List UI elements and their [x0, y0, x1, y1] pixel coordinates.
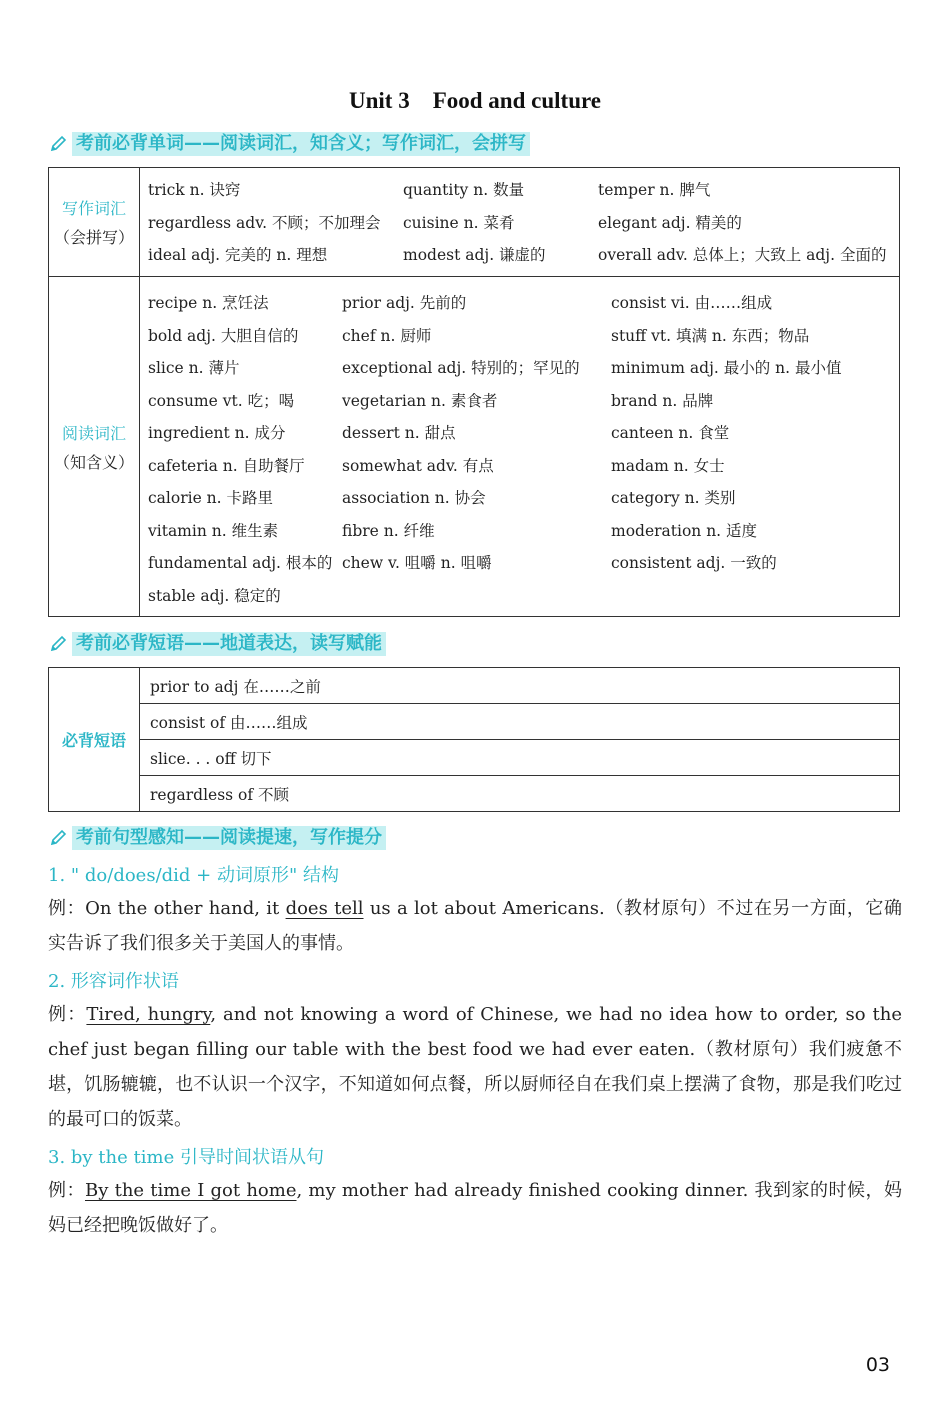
vocab-item: ideal adj. 完美的 n. 理想: [148, 246, 328, 264]
vocab-table: [48, 167, 900, 617]
phrase-list: [140, 668, 899, 811]
vocab-item: vitamin n. 维生素: [148, 521, 279, 540]
vocab-item: vegetarian n. 素食者: [342, 391, 498, 410]
vocab-item: consume vt. 吃；喝: [148, 391, 295, 410]
writing-vocab-label-title: 写作词汇: [61, 199, 126, 218]
vocab-item: dessert n. 甜点: [342, 424, 456, 442]
reading-vocab-body: [140, 277, 899, 616]
vocab-item: category n. 类别: [611, 489, 736, 507]
example-highlight: does tell: [285, 898, 364, 919]
vocab-item: minimum adj. 最小的 n. 最小值: [611, 359, 842, 377]
pencil-icon: [48, 634, 68, 654]
phrase-section-heading: [48, 631, 386, 657]
pattern-3-example: [48, 1173, 902, 1243]
vocab-section-heading: [48, 131, 530, 157]
phrase-item: slice. . . off 切下: [140, 739, 899, 775]
reading-col-3: [611, 287, 842, 580]
writing-vocab-row: [49, 168, 899, 276]
vocab-item: association n. 协会: [342, 489, 486, 507]
vocab-item: modest adj. 谦虚的: [403, 246, 546, 264]
phrase-label: 必背短语: [49, 668, 140, 811]
vocab-item: exceptional adj. 特别的；罕见的: [342, 359, 580, 377]
example-text: , and not knowing a word of Chinese, we had no idea how to order, so the chef just began filling our table with the best food we had ever eaten.（教材原句）我们疲惫不堪，饥肠辘辘，也不认识一个汉字，不知道如何点餐，所以厨师径自在我们桌上摆满了食物，那是我们吃过的最可口的饭菜。: [48, 1004, 903, 1130]
vocab-item: elegant adj. 精美的: [598, 213, 742, 232]
reading-col-2: [342, 287, 580, 580]
vocab-heading-text: 考前必背单词——阅读词汇，知含义；写作词汇，会拼写: [72, 132, 530, 156]
vocab-item: bold adj. 大胆自信的: [148, 326, 299, 345]
phrase-item: consist of 由……组成: [140, 703, 899, 739]
writing-vocab-body: [140, 168, 899, 276]
sentence-heading-text: 考前句型感知——阅读提速，写作提分: [72, 826, 386, 850]
vocab-item: quantity n. 数量: [403, 181, 525, 199]
vocab-item: somewhat adv. 有点: [342, 456, 494, 475]
vocab-item: fundamental adj. 根本的: [148, 554, 333, 572]
writing-vocab-label: [49, 168, 140, 276]
pattern-1-heading: 1. " do/does/did + 动词原形" 结构: [48, 865, 339, 886]
vocab-item: consist vi. 由……组成: [611, 294, 773, 312]
vocab-item: moderation n. 适度: [611, 521, 758, 540]
reading-vocab-row: [49, 276, 899, 616]
vocab-item: canteen n. 食堂: [611, 424, 730, 442]
writing-vocab-label-note: （会拼写）: [53, 228, 134, 247]
pattern-3-heading: 3. by the time 引导时间状语从句: [48, 1147, 324, 1168]
pattern-1-example: [48, 891, 902, 961]
pencil-icon: [48, 828, 68, 848]
example-text: 例：On the other hand, it: [48, 898, 286, 919]
vocab-item: cuisine n. 菜肴: [403, 213, 515, 232]
phrase-item: prior to adj 在……之前: [150, 677, 321, 696]
sentence-section-heading: [48, 825, 386, 851]
vocab-item: consistent adj. 一致的: [611, 554, 777, 572]
vocab-item: overall adv. 总体上；大致上 adj. 全面的: [598, 246, 887, 264]
page-title: Unit 3 Food and culture: [349, 88, 601, 113]
vocab-item: prior adj. 先前的: [342, 294, 467, 312]
writing-col-2: [403, 174, 546, 272]
pencil-icon: [48, 134, 68, 154]
reading-vocab-label-note: （知含义）: [53, 452, 134, 472]
example-text: us a lot about Americans.（教材原句）不过在另一方面，它确实告诉了我们很多关于美国人的事情。: [48, 898, 903, 954]
vocab-item: temper n. 脾气: [598, 181, 711, 199]
reading-vocab-label: [49, 277, 140, 616]
example-text: 例：: [48, 1004, 87, 1025]
example-highlight: By the time I got home: [84, 1180, 297, 1201]
vocab-item: cafeteria n. 自助餐厅: [148, 456, 305, 475]
vocab-item: slice n. 薄片: [148, 359, 240, 377]
vocab-item: trick n. 诀窍: [148, 181, 241, 199]
vocab-item: calorie n. 卡路里: [148, 489, 274, 507]
vocab-item: chew v. 咀嚼 n. 咀嚼: [342, 554, 492, 572]
vocab-item: ingredient n. 成分: [148, 424, 286, 442]
example-text: , my mother had already finished cooking dinner. 我到家的时候，妈妈已经把晚饭做好了。: [48, 1180, 902, 1236]
writing-col-1: [148, 174, 380, 272]
phrase-item: regardless of 不顾: [140, 775, 899, 811]
writing-col-3: [598, 174, 886, 272]
vocab-item: stable adj. 稳定的: [148, 586, 281, 605]
phrase-heading-text: 考前必背短语——地道表达，读写赋能: [72, 632, 386, 656]
pattern-2-example: [48, 997, 902, 1137]
example-highlight: Tired, hungry: [86, 1004, 211, 1025]
vocab-item: stuff vt. 填满 n. 东西；物品: [611, 326, 810, 345]
reading-vocab-label-title: 阅读词汇: [61, 423, 126, 443]
pattern-2-heading: 2. 形容词作状语: [48, 971, 179, 992]
vocab-item: madam n. 女士: [611, 456, 725, 475]
page-number: 03: [865, 1354, 890, 1376]
vocab-item: chef n. 厨师: [342, 326, 432, 345]
phrase-table: [48, 667, 900, 812]
vocab-item: brand n. 品牌: [611, 391, 714, 410]
vocab-item: recipe n. 烹饪法: [148, 294, 269, 312]
example-text: 例：: [48, 1180, 85, 1201]
reading-col-1: [148, 287, 332, 612]
vocab-item: regardless adv. 不顾；不加理会: [148, 213, 381, 232]
vocab-item: fibre n. 纤维: [342, 521, 435, 540]
